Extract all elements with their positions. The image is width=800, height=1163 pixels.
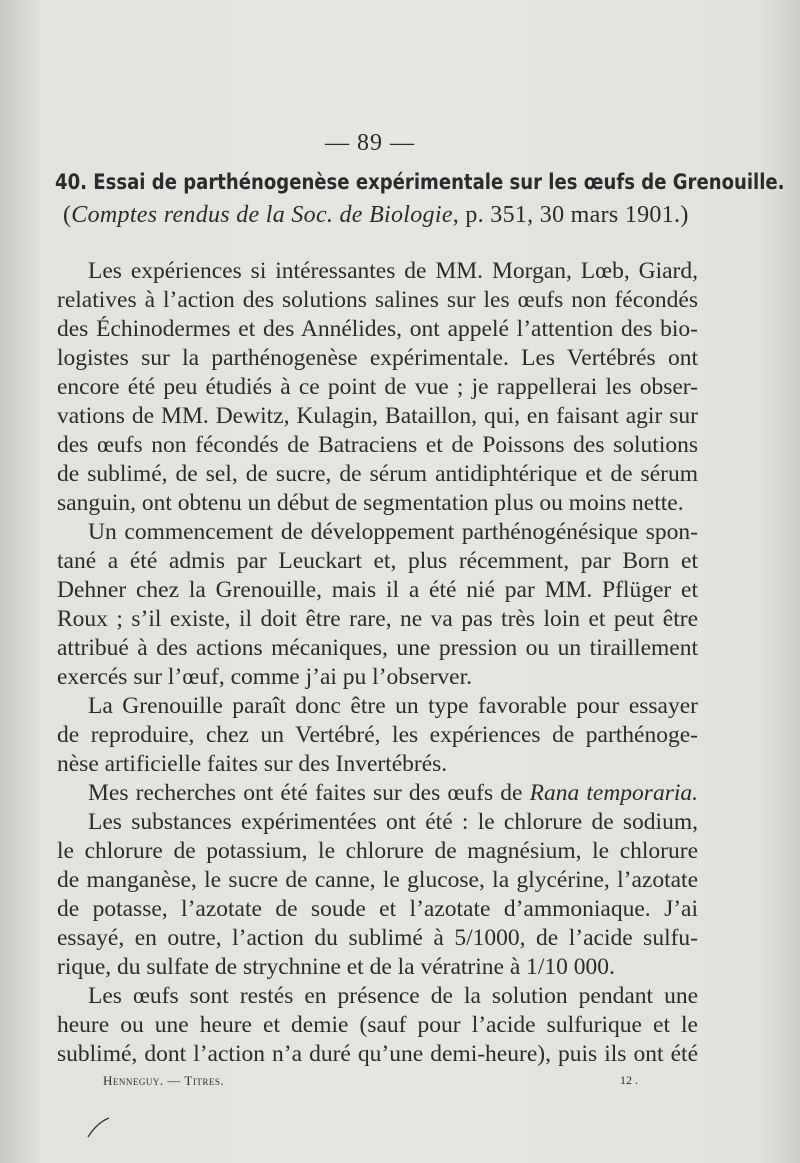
entry-source (63, 202, 689, 229)
species-name: Rana temporaria. (529, 780, 699, 806)
text-line: de potasse, l’azotate de soude et l’azotate d’ammoniaque. J’ai (57, 896, 698, 922)
text-line: essayé, en outre, l’action du sublimé à 5/1000, de l’acide sulfu- (57, 925, 698, 951)
text-line: rique, du sulfate de strychnine et de la vératrine à 1/10 000. (57, 954, 615, 980)
text-line: Les substances expérimentées ont été : le chlorure de sodium, (88, 809, 698, 835)
text-line: logistes sur la parthénogenèse expérimentale. Les Vertébrés ont (57, 345, 698, 371)
page-number: — 89 — (325, 130, 415, 156)
footer-signature: Henneguy. — Titres. (103, 1073, 225, 1088)
text-line: vations de MM. Dewitz, Kulagin, Bataillon, qui, en faisant agir sur (57, 403, 698, 429)
entry-source-journal: Comptes rendus de la Soc. de Biologie (71, 202, 453, 228)
text-line: Les expériences si intéressantes de MM. Morgan, Lœb, Giard, (88, 258, 698, 284)
text-line: sublimé, dont l’action n’a duré qu’une demi-heure), puis ils ont été (57, 1041, 698, 1067)
text-line: relatives à l’action des solutions salines sur les œufs non fécondés (57, 287, 698, 313)
text-line: exercés sur l’œuf, comme j’ai pu l’observer. (57, 664, 473, 690)
text-line: le chlorure de potassium, le chlorure de magnésium, le chlorure (57, 838, 698, 864)
text-line: nèse artificielle faites sur des Invertébrés. (57, 751, 448, 777)
text-line: de manganèse, le sucre de canne, le glucose, la glycérine, l’azotate (57, 867, 698, 893)
footer-sheet-number: 12 . (620, 1073, 638, 1087)
text-line: de sublimé, de sel, de sucre, de sérum antidiphtérique et de sérum (57, 461, 698, 487)
text-line: Un commencement de développement parthénogénésique spon- (88, 519, 698, 545)
entry-source-details: , p. 351, 30 mars 1901.) (452, 202, 689, 228)
text-line: sanguin, ont obtenu un début de segmentation plus ou moins nette. (57, 490, 684, 516)
text-line: Dehner chez la Grenouille, mais il a été nié par MM. Pflüger et (57, 577, 698, 603)
pen-stroke-mark-icon (85, 1115, 115, 1139)
text-line-start: Mes recherches ont été faites sur des œufs de (88, 780, 530, 806)
entry-title: 40. Essai de parthénogenèse expérimentale sur les œufs de Grenouille. (55, 170, 785, 194)
entry-source-open: ( (63, 202, 72, 228)
text-line: des Échinodermes et des Annélides, ont appelé l’attention des bio- (57, 316, 698, 342)
text-line (88, 778, 698, 808)
text-line: des œufs non fécondés de Batraciens et de Poissons des solutions (57, 432, 698, 458)
text-line: tané a été admis par Leuckart et, plus récemment, par Born et (57, 548, 698, 574)
text-line: attribué à des actions mécaniques, une pression ou un tiraillement (57, 635, 698, 661)
text-line: Les œufs sont restés en présence de la solution pendant une (88, 983, 698, 1009)
text-line: de reproduire, chez un Vertébré, les expériences de parthénoge- (57, 722, 698, 748)
text-line: encore été peu étudiés à ce point de vue ; je rappellerai les obser- (57, 374, 698, 400)
text-line: heure ou une heure et demie (sauf pour l’acide sulfurique et le (57, 1012, 698, 1038)
text-line: Roux ; s’il existe, il doit être rare, ne va pas très loin et peut être (57, 606, 698, 632)
text-line: La Grenouille paraît donc être un type favorable pour essayer (88, 693, 698, 719)
